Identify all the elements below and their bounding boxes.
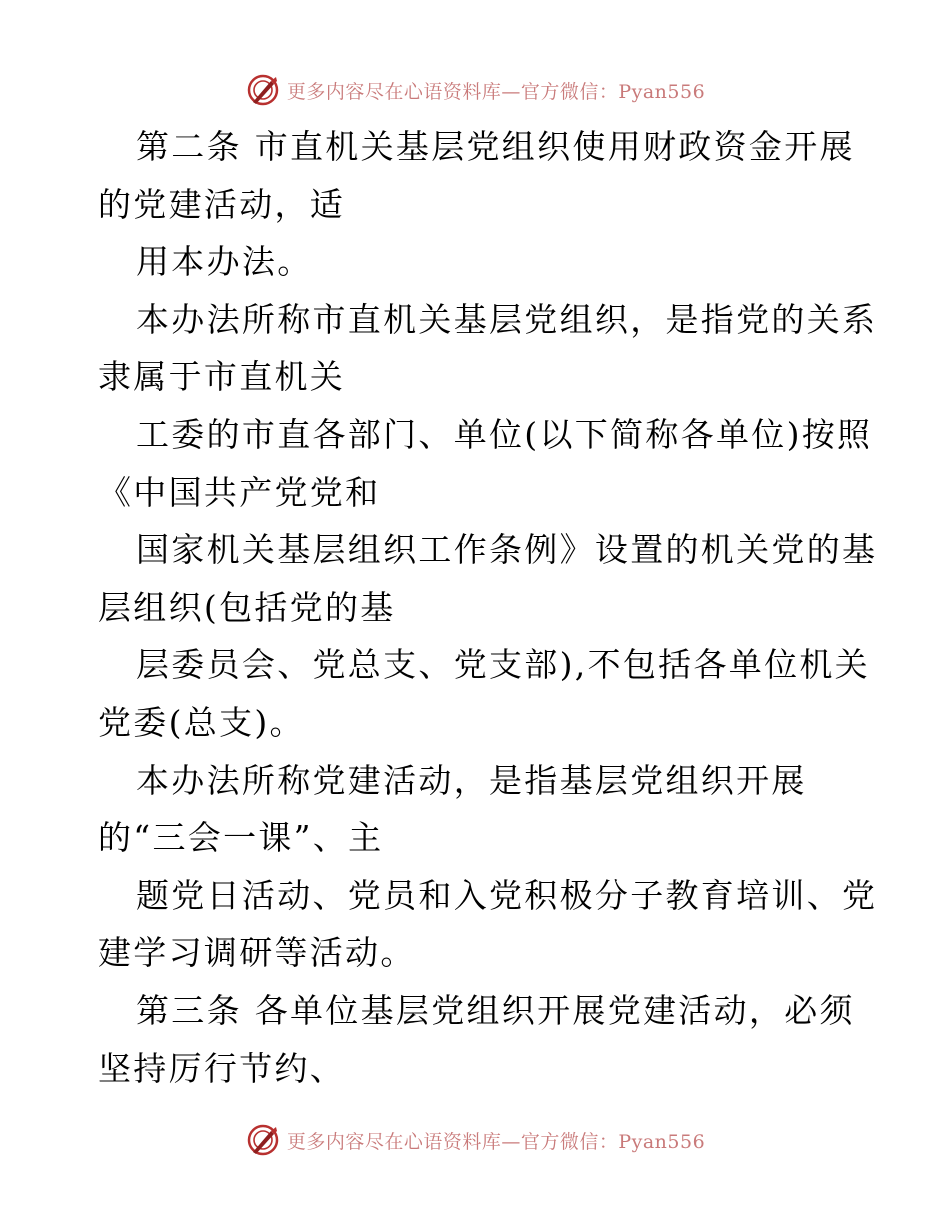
text-line: 题党日活动、党员和入党积极分子教育培训、党 [136,875,878,915]
text-line: 建学习调研等活动。 [98,933,416,973]
watermark-text: 更多内容尽在心语资料库—官方微信：Pyan556 [286,1130,706,1153]
text-line: 第二条 市直机关基层党组织使用财政资金开展 [136,127,855,166]
watermark-footer [0,1120,950,1160]
text-line: 国家机关基层组织工作条例》设置的机关党的基 [136,530,878,570]
text-line: 的“三会一课”、主 [98,818,384,858]
text-line: 本办法所称市直机关基层党组织，是指党的关系 [136,299,878,339]
text-line: 层委员会、党总支、党支部),不包括各单位机关 [136,645,870,685]
text-line: 的党建活动，适 [98,184,346,224]
watermark-header [0,70,950,110]
text-line: 坚持厉行节约、 [98,1048,346,1088]
text-line: 党委(总支)。 [98,702,305,742]
text-line: 《中国共产党党和 [98,472,381,512]
text-line: 工委的市直各部门、单位(以下简称各单位)按照 [136,414,873,454]
pen-logo-icon [245,72,281,108]
text-line: 本办法所称党建活动，是指基层党组织开展 [136,760,807,800]
text-line: 用本办法。 [136,242,313,282]
text-line: 第三条 各单位基层党组织开展党建活动，必须 [136,990,855,1030]
pen-logo-icon [245,1122,281,1158]
text-line: 隶属于市直机关 [98,357,346,397]
document-body [98,118,878,1097]
watermark-text: 更多内容尽在心语资料库—官方微信：Pyan556 [286,80,706,103]
text-line: 层组织(包括党的基 [98,587,396,627]
